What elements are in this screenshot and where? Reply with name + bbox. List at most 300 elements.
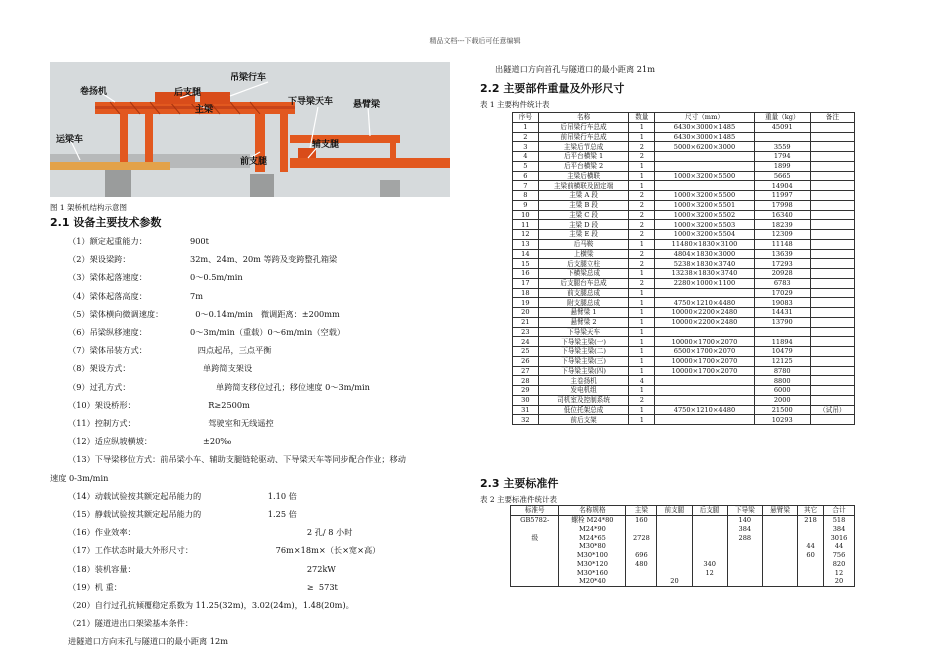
table-cell: 12309	[754, 230, 810, 240]
table-cell	[655, 415, 755, 425]
param-key: （12）适应纵坡横坡：	[68, 436, 153, 447]
table-cell: 1	[513, 122, 539, 132]
table-cell	[810, 230, 854, 240]
table-cell: 12125	[754, 356, 810, 366]
param-value: 0～0.5m/min	[190, 272, 243, 283]
param-row	[50, 359, 465, 377]
table-cell	[810, 152, 854, 162]
param-row	[50, 541, 465, 559]
table-row	[513, 347, 855, 357]
table-cell	[626, 542, 657, 551]
label-fuzhitui: 辅支腿	[312, 140, 340, 150]
param-21b: 出隧道口方向首孔与隧道口的最小距离 21m	[495, 64, 655, 74]
table-cell: 后平台横梁 2	[538, 161, 629, 171]
table-cell: 发电机组	[538, 386, 629, 396]
table-cell	[655, 395, 755, 405]
table-cell: 14	[513, 249, 539, 259]
table-cell: 160	[626, 515, 657, 524]
param-key: （10）架设桥形：	[68, 399, 136, 410]
table-header-cell: 重量（kg）	[754, 113, 810, 123]
table-cell: 4750×1210×4480	[655, 405, 755, 415]
param-value: 1.10 倍	[260, 490, 297, 501]
table-cell: 10479	[754, 347, 810, 357]
table-cell	[511, 560, 559, 569]
param-row	[50, 287, 465, 305]
table-cell	[810, 122, 854, 132]
param-key: （16）作业效率：	[68, 527, 136, 538]
table-cell: 5000×6200×3000	[655, 142, 755, 152]
table-cell: 10293	[754, 415, 810, 425]
param-row	[50, 396, 465, 414]
table-header-cell: 主梁	[626, 506, 657, 516]
table-cell	[727, 568, 762, 577]
table-cell	[655, 181, 755, 191]
table-cell: M20*40	[559, 577, 626, 586]
table-cell: M24*65	[559, 533, 626, 542]
param-value: 7m	[190, 290, 203, 301]
table-cell: 后支腿立柱	[538, 259, 629, 269]
table-cell: 低位托架总成	[538, 405, 629, 415]
table-cell: 15	[513, 259, 539, 269]
table-row	[511, 525, 855, 534]
table-header-cell: 数量	[629, 113, 655, 123]
table-cell	[810, 376, 854, 386]
param-row	[50, 268, 465, 286]
table-cell: 480	[626, 560, 657, 569]
table-cell	[810, 395, 854, 405]
table1-caption: 表 1 主要构件统计表	[480, 100, 550, 109]
table-cell	[810, 210, 854, 220]
table-cell: 6430×3000×1485	[655, 122, 755, 132]
table-cell: 32	[513, 415, 539, 425]
table-cell: 19	[513, 298, 539, 308]
table-cell	[810, 327, 854, 337]
table-cell: 2	[629, 210, 655, 220]
param-row	[50, 232, 465, 250]
label-houzhitui: 后支腿	[174, 88, 202, 98]
table-header-cell: 备注	[810, 113, 854, 123]
table-cell: 上横梁	[538, 249, 629, 259]
table-row	[513, 278, 855, 288]
table-cell: 1	[629, 356, 655, 366]
table-cell: 4	[513, 152, 539, 162]
table-cell	[727, 542, 762, 551]
table-cell	[657, 525, 692, 534]
table-cell	[511, 525, 559, 534]
table-cell: 340	[692, 560, 727, 569]
table-row	[513, 386, 855, 396]
table-cell: 5	[513, 161, 539, 171]
table-cell: 44	[823, 542, 854, 551]
table-cell: （试吊）	[810, 405, 854, 415]
table-cell	[810, 259, 854, 269]
table-cell	[810, 415, 854, 425]
table-cell: 悬臂梁 2	[538, 317, 629, 327]
table-cell: 1	[629, 415, 655, 425]
section-2-1-title: 2.1 设备主要技术参数	[50, 216, 162, 229]
param-key: （6）吊梁纵移速度：	[68, 327, 147, 338]
table-cell	[511, 577, 559, 586]
table-cell: 44	[798, 542, 824, 551]
table-cell: 10000×2200×2480	[655, 308, 755, 318]
param-13-line1: （13）下导梁移位方式：前吊梁小车、辅助支腿链轮驱动、下导梁天车等同步配合作业；移动	[68, 454, 406, 465]
table-cell: 6000	[754, 386, 810, 396]
table-cell	[810, 278, 854, 288]
table-cell: 主梁前横联及固定端	[538, 181, 629, 191]
table-cell	[657, 533, 692, 542]
table-cell: 1	[629, 161, 655, 171]
param-key: （3）梁体起落速度：	[68, 272, 147, 283]
table-cell: 1	[629, 239, 655, 249]
param-value: 900t	[190, 236, 209, 246]
table-cell: M30*100	[559, 551, 626, 560]
table-row	[511, 515, 855, 524]
table-cell: 1	[629, 298, 655, 308]
table-cell	[655, 161, 755, 171]
table-cell: 2	[629, 191, 655, 201]
table-cell: 主梁 D 段	[538, 220, 629, 230]
table-cell	[511, 551, 559, 560]
param-key: （7）梁体吊装方式：	[68, 345, 147, 356]
table-cell: 20	[513, 308, 539, 318]
table-cell: 24	[513, 337, 539, 347]
table-cell	[810, 269, 854, 279]
table-cell: 820	[823, 560, 854, 569]
param-row	[50, 378, 465, 396]
table-cell: 4	[629, 376, 655, 386]
table-row	[513, 132, 855, 142]
table-cell	[655, 288, 755, 298]
table-cell: 3016	[823, 533, 854, 542]
table-cell: 11148	[754, 239, 810, 249]
table-cell: 级	[511, 533, 559, 542]
table-cell: 2	[629, 259, 655, 269]
table-cell: 1	[629, 317, 655, 327]
table-cell: 下导梁主梁(三)	[538, 356, 629, 366]
table-cell: 8780	[754, 366, 810, 376]
param-row	[50, 323, 465, 341]
table-cell: 下导梁主梁(一)	[538, 337, 629, 347]
table-cell: 悬臂梁 1	[538, 308, 629, 318]
table-cell	[626, 577, 657, 586]
table-cell: 13639	[754, 249, 810, 259]
table-cell: 下横梁总成	[538, 269, 629, 279]
table-cell	[655, 376, 755, 386]
table-cell: 1	[629, 122, 655, 132]
table-cell	[754, 132, 810, 142]
table-cell: 10000×2200×2480	[655, 317, 755, 327]
params-list	[50, 232, 465, 450]
table-cell: 2	[629, 142, 655, 152]
table-cell: 27	[513, 366, 539, 376]
table-cell	[655, 152, 755, 162]
table-cell: 后平台横梁 1	[538, 152, 629, 162]
table-cell: 20	[657, 577, 692, 586]
table-row	[513, 337, 855, 347]
table-cell: 17998	[754, 200, 810, 210]
standard-parts-table	[510, 505, 855, 587]
table-row	[513, 249, 855, 259]
table-row	[513, 308, 855, 318]
param-row	[50, 432, 465, 450]
label-qianzhitui: 前支腿	[240, 157, 268, 167]
table-cell: 19083	[754, 298, 810, 308]
table-cell: 主梁 C 段	[538, 210, 629, 220]
label-yunliangche: 运梁车	[56, 135, 84, 145]
param-value: 驾驶室和无线遥控	[190, 418, 274, 429]
param-row	[50, 523, 465, 541]
table-row	[513, 230, 855, 240]
table-cell: 1	[629, 327, 655, 337]
table-cell: 5238×1830×3740	[655, 259, 755, 269]
table-cell: 后吊梁行车总成	[538, 122, 629, 132]
param-key: （18）装机容量：	[68, 563, 136, 574]
table-cell: 1	[629, 269, 655, 279]
label-xiadaoliang: 下导梁天车	[288, 97, 334, 107]
table-cell	[727, 577, 762, 586]
table-cell: 前吊梁行车总成	[538, 132, 629, 142]
table-cell: 6	[513, 171, 539, 181]
table-cell: 下导梁主梁(二)	[538, 347, 629, 357]
table-cell: 7	[513, 181, 539, 191]
table-row	[511, 577, 855, 586]
table-cell: 13238×1830×3740	[655, 269, 755, 279]
table-cell: 26	[513, 356, 539, 366]
table-cell: 12	[823, 568, 854, 577]
table-row	[513, 269, 855, 279]
table-cell	[810, 191, 854, 201]
table-cell: 9	[513, 200, 539, 210]
table-cell: 1	[629, 405, 655, 415]
table-cell: 司机室及控制系统	[538, 395, 629, 405]
page-header: 精品文档---下载后可任意编辑	[429, 37, 521, 45]
table-cell: 2	[629, 152, 655, 162]
table-row	[513, 152, 855, 162]
param-row	[50, 578, 465, 596]
components-table	[512, 112, 855, 425]
param-row	[50, 487, 465, 505]
table-cell: 2280×1000×1100	[655, 278, 755, 288]
table-cell: 2000	[754, 395, 810, 405]
table-cell: 1000×3200×5500	[655, 191, 755, 201]
param-key: （19）机 重：	[68, 581, 122, 592]
table-cell: 10000×1700×2070	[655, 356, 755, 366]
table-header-cell: 悬臂梁	[762, 506, 797, 516]
table-cell	[762, 551, 797, 560]
table-cell: 2	[629, 230, 655, 240]
table-cell	[810, 142, 854, 152]
param-value: ≥ 573t	[260, 581, 338, 592]
param-value: 单跨简支架设	[190, 363, 253, 374]
table-header-cell: 前支腿	[657, 506, 692, 516]
table-cell: 1000×3200×5501	[655, 200, 755, 210]
table-cell: 1	[629, 308, 655, 318]
table-cell: 5665	[754, 171, 810, 181]
table-cell: 384	[727, 525, 762, 534]
table-cell	[810, 200, 854, 210]
table-cell: 20	[823, 577, 854, 586]
table-cell: 主梁后横联	[538, 171, 629, 181]
table-cell: 13790	[754, 317, 810, 327]
table-cell	[810, 249, 854, 259]
table-cell	[692, 577, 727, 586]
param-value: 32m、24m、20m 等跨及变跨整孔箱梁	[190, 254, 338, 265]
param-row	[50, 560, 465, 578]
table-cell: 2	[513, 132, 539, 142]
table-cell: 2728	[626, 533, 657, 542]
table-row	[513, 405, 855, 415]
table-cell	[810, 239, 854, 249]
param-13-line2: 速度 0-3m/min	[50, 472, 109, 483]
table-cell	[762, 560, 797, 569]
table-cell: 18	[513, 288, 539, 298]
table-cell	[762, 525, 797, 534]
table-cell: 31	[513, 405, 539, 415]
table-cell: 14431	[754, 308, 810, 318]
table-cell	[810, 366, 854, 376]
label-diaoliang: 吊梁行车	[230, 73, 267, 83]
table-cell: 29	[513, 386, 539, 396]
table-cell: 螺栓 M24*80	[559, 515, 626, 524]
table-cell: 1	[629, 181, 655, 191]
table-cell: 8800	[754, 376, 810, 386]
table-cell	[655, 327, 755, 337]
table-cell	[798, 560, 824, 569]
table-cell	[810, 337, 854, 347]
table-cell: GB5782-	[511, 515, 559, 524]
param-value: 单跨简支移位过孔；移位速度 0～3m/min	[190, 381, 370, 392]
section-2-3-title: 2.3 主要标准件	[480, 477, 559, 490]
table2-caption: 表 2 主要标准件统计表	[480, 495, 558, 504]
table-row	[513, 259, 855, 269]
table-cell: 1	[629, 386, 655, 396]
table-cell: 140	[727, 515, 762, 524]
table-cell	[762, 533, 797, 542]
table-cell: 11894	[754, 337, 810, 347]
table-row	[513, 288, 855, 298]
table-cell	[692, 542, 727, 551]
table-row	[511, 568, 855, 577]
table-cell: M30*80	[559, 542, 626, 551]
param-key: （11）控制方式：	[68, 418, 136, 429]
param-value: 四点起吊，三点平衡	[190, 345, 272, 356]
table-cell: 1794	[754, 152, 810, 162]
table-header-cell: 名称规格	[559, 506, 626, 516]
table-cell: 30	[513, 395, 539, 405]
table-cell: 后马鞍	[538, 239, 629, 249]
table-cell: 1000×3200×5502	[655, 210, 755, 220]
table-cell	[810, 181, 854, 191]
table-row	[513, 210, 855, 220]
table-cell: 1000×3200×5500	[655, 171, 755, 181]
table-cell: 288	[727, 533, 762, 542]
table-cell: 21	[513, 317, 539, 327]
table-cell: 10000×1700×2070	[655, 366, 755, 376]
table-cell: 23	[513, 327, 539, 337]
left-column	[50, 214, 465, 651]
table-cell: 3	[513, 142, 539, 152]
table-cell: 3559	[754, 142, 810, 152]
table-cell	[762, 577, 797, 586]
table-cell	[692, 533, 727, 542]
table-header-cell: 标准号	[511, 506, 559, 516]
table-row	[513, 317, 855, 327]
table-cell	[810, 356, 854, 366]
table-header-cell: 下导梁	[727, 506, 762, 516]
table-header-cell: 名称	[538, 113, 629, 123]
table-cell	[762, 542, 797, 551]
table-cell: 后支腿台车总成	[538, 278, 629, 288]
table-header-row	[511, 506, 855, 516]
table-row	[513, 239, 855, 249]
table-cell: 16	[513, 269, 539, 279]
table-cell: 20928	[754, 269, 810, 279]
table-cell: 10	[513, 210, 539, 220]
table-cell	[655, 386, 755, 396]
table-cell: 12	[513, 230, 539, 240]
table-cell: 16340	[754, 210, 810, 220]
table-cell: 6783	[754, 278, 810, 288]
table-cell: 384	[823, 525, 854, 534]
table-cell: 28	[513, 376, 539, 386]
table-cell: 主梁 E 段	[538, 230, 629, 240]
param-key: （14）动载试验按其额定起吊能力的	[68, 490, 202, 501]
table-cell: 下导梁天车	[538, 327, 629, 337]
table-row	[511, 533, 855, 542]
table-cell: 6430×3000×1485	[655, 132, 755, 142]
table-cell: 14904	[754, 181, 810, 191]
table-cell: 17029	[754, 288, 810, 298]
table-cell: 10000×1700×2070	[655, 337, 755, 347]
table-row	[513, 327, 855, 337]
table-cell: 17293	[754, 259, 810, 269]
table-cell: 2	[629, 220, 655, 230]
table-cell: 11997	[754, 191, 810, 201]
table-cell	[810, 288, 854, 298]
table-row	[511, 560, 855, 569]
table-cell	[762, 515, 797, 524]
table-cell	[810, 347, 854, 357]
table-cell	[692, 525, 727, 534]
table-cell	[810, 171, 854, 181]
table-cell: 1	[629, 171, 655, 181]
table-cell	[798, 533, 824, 542]
table-row	[513, 298, 855, 308]
table-cell: M24*90	[559, 525, 626, 534]
table-cell	[754, 327, 810, 337]
table-cell: 696	[626, 551, 657, 560]
table-cell	[810, 161, 854, 171]
param-value: R≥2500m	[190, 399, 250, 410]
table-row	[511, 551, 855, 560]
param-value: 0～0.14m/min 微调距离：±200mm	[190, 308, 340, 319]
table-row	[513, 122, 855, 132]
table-cell	[692, 551, 727, 560]
params-list-2	[50, 487, 465, 596]
param-21a: 进隧道口方向末孔与隧道口的最小距离 12m	[68, 636, 228, 647]
table-cell: 518	[823, 515, 854, 524]
table-cell	[511, 568, 559, 577]
table-row	[513, 395, 855, 405]
table-cell	[657, 568, 692, 577]
table-cell	[727, 560, 762, 569]
table-cell	[692, 515, 727, 524]
table-header-cell: 合计	[823, 506, 854, 516]
table-cell: 17	[513, 278, 539, 288]
table-cell: 2	[629, 395, 655, 405]
param-row	[50, 414, 465, 432]
param-row	[50, 305, 465, 323]
